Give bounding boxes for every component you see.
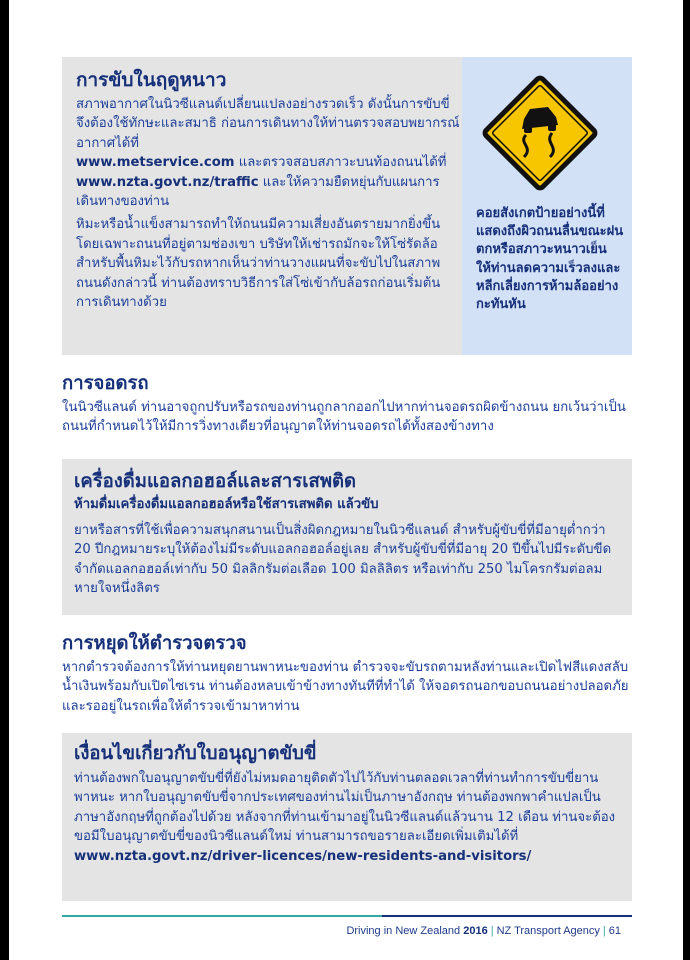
alcohol-content — [74, 469, 626, 599]
footer-rule — [62, 915, 632, 917]
police-stop-section — [62, 630, 642, 716]
winter-paragraph-2: หิมะหรือน้ำแข็งสามารถทำให้ถนนมีความเสี่ยงอันตรายมากยิ่งขึ้นโดยเฉพาะถนนที่อยู่ตามช่องเขา บริษัทให้เช่ารถมักจะให้โซ่รัดล้อสำหรับพื้นหิมะไว้กับรถหากเห็นว่าท่านวางแผนที่จะขับไปในสภาพถนนดังกล่าวนี้ ท่านต้องทราบวิธีการใส่โซ่เข้ากับล้อรถก่อนเริ่มต้นการเดินทางด้วย — [76, 217, 441, 311]
parking-section — [62, 370, 642, 437]
alcohol-text: ยาหรือสารที่ใช้เพื่อความสนุกสนานเป็นสิ่งผิดกฎหมายในนิวซีแลนด์ สำหรับผู้ขับขี่ที่มีอายุต่ำกว่า 20 ปีกฎหมายระบุให้ต้องไม่มีระดับแอลกอฮอล์อยู่เลย สำหรับผู้ขับขี่ที่มีอายุ 20 ปีขึ้นไปมีระดับขีดจำกัดแอลกอฮอล์เท่ากับ 50 มิลลิกรัมต่อเลือด 100 มิลลิลิตร หรือเท่ากับ 250 ไมโครกรัมต่อลมหายใจหนึ่งลิตร — [74, 523, 612, 597]
footer-publication: Driving in New Zealand — [346, 925, 461, 937]
winter-intro-text: สภาพอากาศในนิวซีแลนด์เปลี่ยนแปลงอย่างรวดเร็ว ดังนั้นการขับขี่จึงต้องใช้ทักษะและสมาธิ ก่อนการเดินทางให้ท่านตรวจสอบพยากรณ์อากาศได้ที่ — [76, 97, 460, 151]
page-footer — [346, 925, 621, 937]
police-text: หากตำรวจต้องการให้ท่านหยุดยานพาหนะของท่าน ตำรวจจะขับรถตามหลังท่านและเปิดไฟสีแดงสลับน้ำเงินพร้อมกับเปิดไซเรน ท่านต้องหลบเข้าข้างทางทันทีที่ทำได้ ให้จอดรถนอกขอบถนนอย่างปลอดภัยและรออยู่ในรถเพื่อให้ตำรวจเข้ามาหาท่าน — [62, 660, 629, 714]
sign-side-panel — [462, 57, 632, 355]
police-title: การหยุดให้ตำรวจตรวจ — [62, 633, 247, 654]
alcohol-drugs-box — [62, 459, 632, 615]
winter-flexible-text: และให้ความยืดหยุ่นกับแผนการเดินทางของท่าน — [76, 174, 440, 210]
footer-rule-accent — [382, 915, 632, 917]
footer-page-number: 61 — [608, 925, 621, 937]
footer-separator: | — [490, 925, 494, 937]
parking-title: การจอดรถ — [62, 373, 149, 394]
alcohol-title: เครื่องดื่มแอลกอฮอล์และสารเสพติด — [74, 471, 357, 492]
licence-text: ท่านต้องพกใบอนุญาตขับขี่ที่ยังไม่หมดอายุติดตัวไปไว้กับท่านตลอดเวลาที่ท่านทำการขับขี่ยานพาหนะ หากใบอนุญาตขับขี่จากประเทศของท่านไม่เป็นภาษาอังกฤษ ท่านต้องพกพาคำแปลเป็นภาษาอังกฤษที่ถูกต้องไปด้วย หลังจากที่ท่านเข้ามาอยู่ในนิวซีแลนด์แล้วนาน 12 เดือน ท่านจะต้องขอมีใบอนุญาตขับขี่ของนิวซีแลนด์ใหม่ ท่านสามารถขอรายละเอียดเพิ่มเติมได้ที่ — [74, 771, 616, 845]
winter-driving-box — [62, 57, 632, 355]
winter-text-column — [76, 65, 460, 312]
licence-title: เงื่อนไขเกี่ยวกับใบอนุญาตขับขี่ — [74, 743, 317, 764]
nzta-traffic-link[interactable]: www.nzta.govt.nz/traffic — [76, 174, 259, 190]
winter-paragraph-1 — [76, 95, 460, 211]
winter-title: การขับในฤดูหนาว — [76, 69, 227, 91]
footer-agency: NZ Transport Agency — [496, 925, 600, 937]
footer-year: 2016 — [463, 925, 488, 937]
licence-conditions-box — [62, 733, 632, 901]
sign-caption: คอยสังเกตป้ายอย่างนี้ที่แสดงถึงผิวถนนลื่นขณะฝนตกหรือสภาวะหนาวเย็น ให้ท่านลดความเร็วลงและหลีกเลี่ยงการห้ามล้ออย่างกะทันหัน — [476, 206, 624, 313]
alcohol-subtitle: ห้ามดื่มเครื่องดื่มแอลกอฮอล์หรือใช้สารเสพติด แล้วขับ — [74, 497, 379, 512]
slippery-road-sign-icon — [478, 71, 602, 195]
licence-content — [74, 739, 626, 866]
footer-separator-2: | — [602, 925, 606, 937]
parking-text: ในนิวซีแลนด์ ท่านอาจถูกปรับหรือรถของท่านถูกลากออกไปหากท่านจอดรถผิดข้างถนน ยกเว้นว่าเป็นถนนที่กำหนดไว้ให้มีการวิ่งทางเดียวที่อนุญาตให้ท่านจอดรถได้ทั้งสองข้างทาง — [62, 400, 626, 435]
left-frame-edge — [0, 0, 9, 960]
licence-link[interactable]: www.nzta.govt.nz/driver-licences/new-residents-and-visitors/ — [74, 848, 532, 864]
winter-road-check-text: และตรวจสอบสภาวะบนท้องถนนได้ที่ — [234, 155, 447, 171]
right-frame-edge — [683, 0, 690, 960]
page — [9, 0, 683, 960]
metservice-link[interactable]: www.metservice.com — [76, 155, 235, 171]
